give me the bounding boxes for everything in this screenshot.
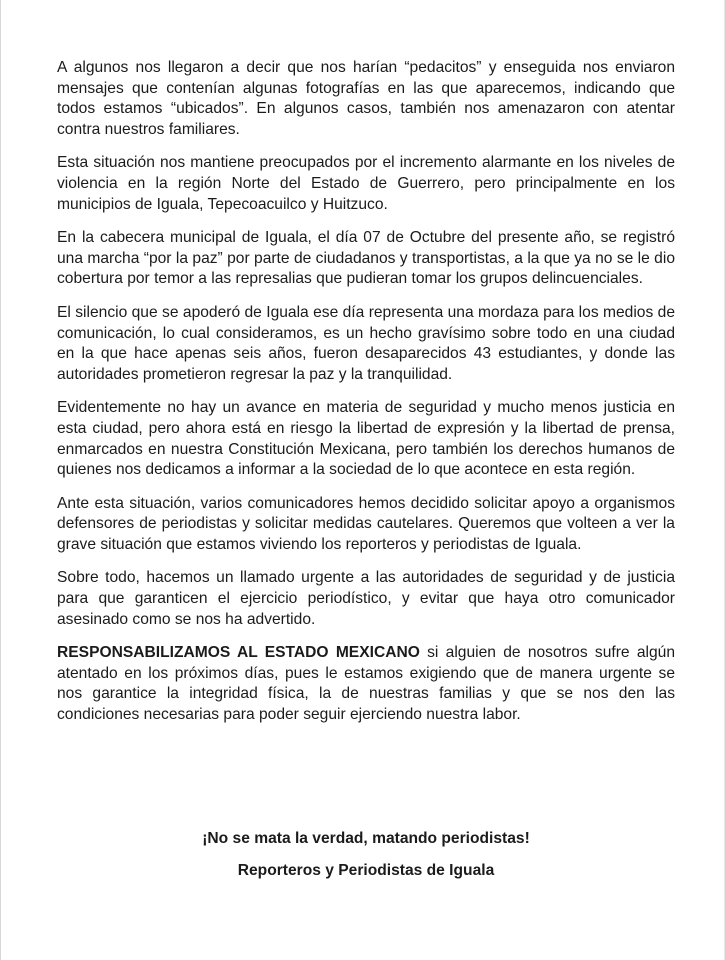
- paragraph-march: En la cabecera municipal de Iguala, el día 07 de Octubre del presente año, se registró una marcha “por la paz” por parte de ciudadanos y transportistas, a la que ya no se le dio cobertura por temor a las represalias que pudieran tomar los grupos delincuenciales.: [57, 229, 675, 288]
- letter-body: [57, 58, 675, 739]
- responsibility-lead: RESPONSABILIZAMOS AL ESTADO MEXICANO: [57, 644, 420, 662]
- responsibility-text: si alguien de nosotros sufre algún atentado en los próximos días, pues le estamos exigiendo que de manera urgente se nos garantice la integridad física, la de nuestras familias y que se nos den las condiciones necesarias para poder seguir ejerciendo nuestra labor.: [57, 644, 675, 724]
- signature: Reporteros y Periodistas de Iguala: [237, 862, 495, 879]
- closing-slogan: ¡No se mata la verdad, matando periodistas!: [202, 830, 530, 847]
- paragraph-press-freedom: Evidentemente no hay un avance en materia de seguridad y mucho menos justicia en esta ciudad, pero ahora está en riesgo la libertad de expresión y la libertad de prensa, enmarcados en nuestra Constitución Mexicana, pero también los derechos humanos de quienes nos dedicamos a informar a la sociedad de lo que acontece en esta región.: [57, 399, 675, 479]
- paragraph-request-support: Ante esta situación, varios comunicadores hemos decidido solicitar apoyo a organismos defensores de periodistas y solicitar medidas cautelares. Queremos que volteen a ver la grave situación que estamos viviendo los reporteros y periodistas de Iguala.: [57, 494, 675, 553]
- paragraph-responsibility: [57, 643, 675, 725]
- paragraph-violence: Esta situación nos mantiene preocupados por el incremento alarmante en los niveles de violencia en la región Norte del Estado de Guerrero, pero principalmente en los municipios de Iguala, Tepecoacuilco y Huitzuco.: [57, 154, 675, 213]
- paragraph-threats: A algunos nos llegaron a decir que nos harían “pedacitos” y enseguida nos enviaron mensajes que contenían algunas fotografías en las que aparecemos, indicando que todos estamos “ubicados”. En algunos casos, también nos amenazaron con atentar contra nuestros familiares.: [57, 59, 675, 138]
- paragraph-silence: El silencio que se apoderó de Iguala ese día representa una mordaza para los medios de comunicación, lo cual consideramos, es un hecho gravísimo sobre todo en una ciudad en la que hace apenas seis años, fueron desaparecidos 43 estudiantes, y donde las autoridades prometieron regresar la paz y la tranquilidad.: [57, 303, 675, 383]
- page-left-edge: [0, 0, 1, 960]
- paragraph-urgent-call: Sobre todo, hacemos un llamado urgente a las autoridades de seguridad y de justicia para que garanticen el ejercicio periodístico, y evitar que haya otro comunicador asesinado como se nos ha advertido.: [57, 569, 675, 628]
